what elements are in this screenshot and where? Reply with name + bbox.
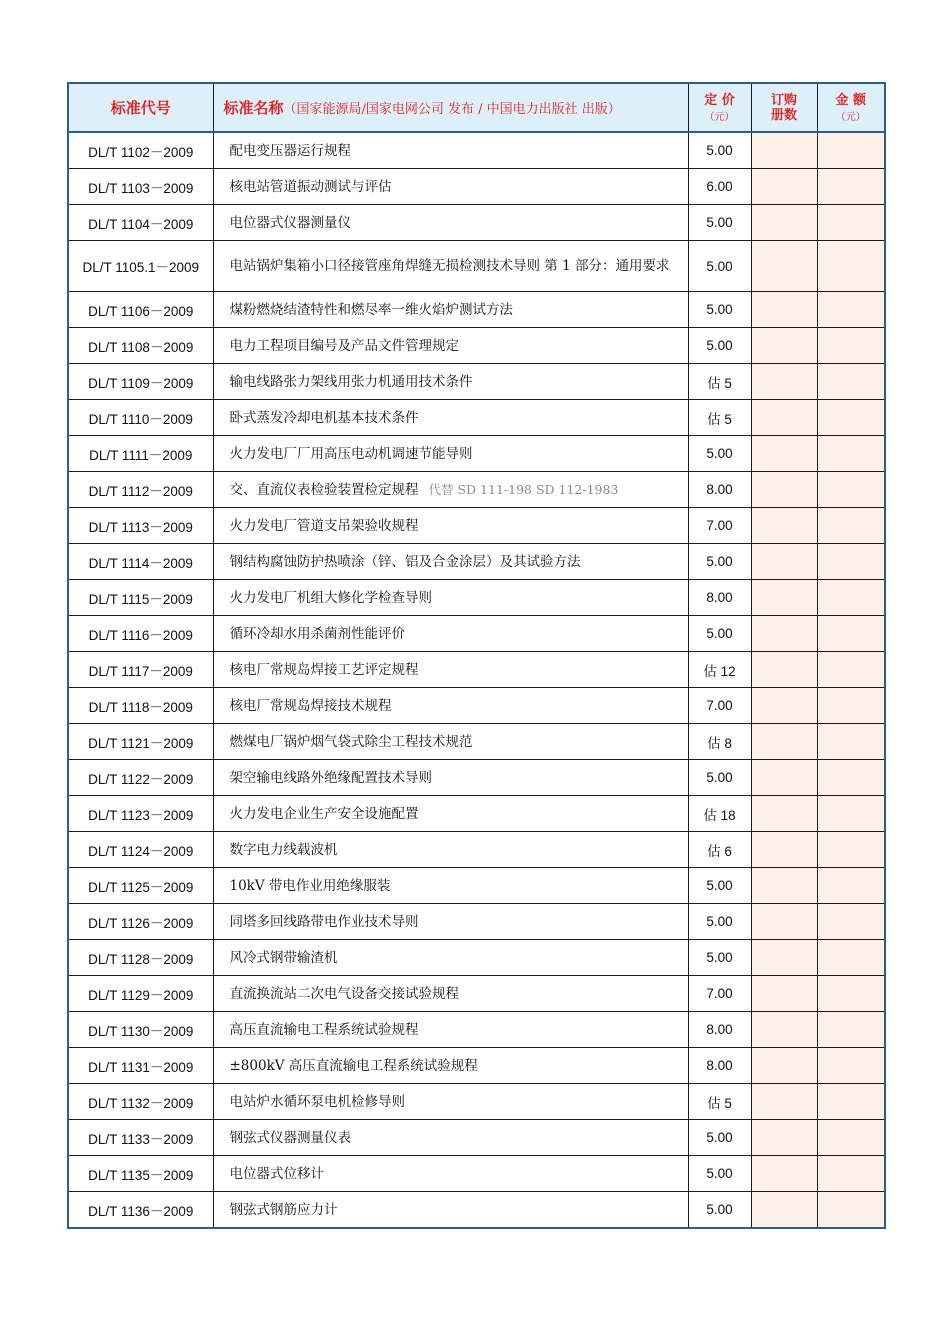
- standard-name: [213, 688, 688, 724]
- price: 估 5: [688, 400, 751, 436]
- price: 5.00: [688, 132, 751, 169]
- standard-name: [213, 1156, 688, 1192]
- quantity-input-cell[interactable]: [751, 1120, 817, 1156]
- standard-code: DL/T 1105.1－2009: [68, 241, 213, 292]
- standard-code: DL/T 1109－2009: [68, 364, 213, 400]
- amount-input-cell[interactable]: [817, 436, 885, 472]
- standard-name-text: 火力发电企业生产安全设施配置: [229, 805, 419, 822]
- standard-name: [213, 400, 688, 436]
- standard-code: DL/T 1123－2009: [68, 796, 213, 832]
- amount-input-cell[interactable]: [817, 132, 885, 169]
- price: 8.00: [688, 472, 751, 508]
- standard-code: DL/T 1117－2009: [68, 652, 213, 688]
- amount-input-cell[interactable]: [817, 328, 885, 364]
- amount-input-cell[interactable]: [817, 616, 885, 652]
- price: 8.00: [688, 1048, 751, 1084]
- amount-input-cell[interactable]: [817, 976, 885, 1012]
- amount-input-cell[interactable]: [817, 868, 885, 904]
- amount-input-cell[interactable]: [817, 1120, 885, 1156]
- standard-name: [213, 1048, 688, 1084]
- amount-input-cell[interactable]: [817, 724, 885, 760]
- price: 估 6: [688, 832, 751, 868]
- standard-name-text: 火力发电厂机组大修化学检查导则: [229, 589, 432, 606]
- header-name-label: 标准名称: [223, 99, 284, 117]
- quantity-input-cell[interactable]: [751, 328, 817, 364]
- table-row: [68, 1156, 885, 1192]
- table-row: [68, 940, 885, 976]
- table-row: [68, 724, 885, 760]
- quantity-input-cell[interactable]: [751, 580, 817, 616]
- standard-name-text: 高压直流输电工程系统试验规程: [229, 1021, 419, 1038]
- table-row: [68, 400, 885, 436]
- price: 7.00: [688, 976, 751, 1012]
- standard-code: DL/T 1133－2009: [68, 1120, 213, 1156]
- standard-name: [213, 724, 688, 760]
- standard-name-text: 交、直流仪表检验装置检定规程: [229, 481, 419, 498]
- table-row: [68, 688, 885, 724]
- standard-code: DL/T 1110－2009: [68, 400, 213, 436]
- price: 5.00: [688, 328, 751, 364]
- table-row: [68, 132, 885, 169]
- price: 估 12: [688, 652, 751, 688]
- standard-name-text: 煤粉燃烧结渣特性和燃尽率一维火焰炉测试方法: [229, 301, 513, 318]
- standard-name-text: 核电厂常规岛焊接工艺评定规程: [229, 661, 419, 678]
- quantity-input-cell[interactable]: [751, 1048, 817, 1084]
- standard-code: DL/T 1132－2009: [68, 1084, 213, 1120]
- standard-code: DL/T 1122－2009: [68, 760, 213, 796]
- standard-name: [213, 1084, 688, 1120]
- header-quantity-line1: 订购: [770, 92, 797, 108]
- standard-name-text: ±800kV 高压直流输电工程系统试验规程: [229, 1057, 478, 1074]
- quantity-input-cell[interactable]: [751, 1192, 817, 1229]
- standard-code: DL/T 1111－2009: [68, 436, 213, 472]
- standard-name: [213, 241, 688, 292]
- table-row: [68, 904, 885, 940]
- table-row: [68, 1012, 885, 1048]
- table-row: [68, 544, 885, 580]
- price: 8.00: [688, 1012, 751, 1048]
- standard-name-text: 输电线路张力架线用张力机通用技术条件: [229, 373, 473, 390]
- table-row: [68, 292, 885, 328]
- amount-input-cell[interactable]: [817, 400, 885, 436]
- standard-name: [213, 364, 688, 400]
- quantity-input-cell[interactable]: [751, 940, 817, 976]
- standard-code: DL/T 1102－2009: [68, 132, 213, 169]
- amount-input-cell[interactable]: [817, 760, 885, 796]
- standard-name-text: 核电站管道振动测试与评估: [229, 178, 392, 195]
- standard-name: [213, 205, 688, 241]
- amount-input-cell[interactable]: [817, 544, 885, 580]
- price: 8.00: [688, 580, 751, 616]
- quantity-input-cell[interactable]: [751, 616, 817, 652]
- standard-name-text: 钢结构腐蚀防护热喷涂（锌、铝及合金涂层）及其试验方法: [229, 553, 581, 570]
- standard-code: DL/T 1118－2009: [68, 688, 213, 724]
- standard-name: [213, 292, 688, 328]
- header-publisher: （国家能源局/国家电网公司 发布 / 中国电力出版社 出版）: [283, 102, 621, 117]
- amount-input-cell[interactable]: [817, 832, 885, 868]
- standard-code: DL/T 1124－2009: [68, 832, 213, 868]
- quantity-input-cell[interactable]: [751, 832, 817, 868]
- quantity-input-cell[interactable]: [751, 796, 817, 832]
- quantity-input-cell[interactable]: [751, 868, 817, 904]
- standard-name-text: 数字电力线载波机: [229, 841, 338, 858]
- header-amount-unit: （元）: [835, 111, 866, 123]
- price: 估 8: [688, 724, 751, 760]
- quantity-input-cell[interactable]: [751, 205, 817, 241]
- quantity-input-cell[interactable]: [751, 760, 817, 796]
- quantity-input-cell[interactable]: [751, 364, 817, 400]
- amount-input-cell[interactable]: [817, 364, 885, 400]
- price: 5.00: [688, 868, 751, 904]
- header-name: [213, 83, 688, 132]
- standard-name-text: 风冷式钢带输渣机: [229, 949, 338, 966]
- header-row: [68, 83, 885, 132]
- table-row: [68, 364, 885, 400]
- quantity-input-cell[interactable]: [751, 1012, 817, 1048]
- standard-code: DL/T 1129－2009: [68, 976, 213, 1012]
- standard-name-text: 配电变压器运行规程: [229, 142, 351, 159]
- header-amount: [817, 83, 885, 132]
- standard-name: [213, 976, 688, 1012]
- table-row: [68, 1192, 885, 1229]
- standard-name-text: 电力工程项目编号及产品文件管理规定: [229, 337, 459, 354]
- quantity-input-cell[interactable]: [751, 472, 817, 508]
- standard-name: [213, 544, 688, 580]
- standard-code: DL/T 1128－2009: [68, 940, 213, 976]
- table-row: [68, 1120, 885, 1156]
- amount-input-cell[interactable]: [817, 1012, 885, 1048]
- amount-input-cell[interactable]: [817, 508, 885, 544]
- standard-name-text: 钢弦式钢筋应力计: [229, 1201, 338, 1218]
- standard-code: DL/T 1113－2009: [68, 508, 213, 544]
- standard-name: [213, 868, 688, 904]
- table-row: [68, 436, 885, 472]
- quantity-input-cell[interactable]: [751, 400, 817, 436]
- amount-input-cell[interactable]: [817, 904, 885, 940]
- price: 估 18: [688, 796, 751, 832]
- standard-name-text: 同塔多回线路带电作业技术导则: [229, 913, 419, 930]
- amount-input-cell[interactable]: [817, 292, 885, 328]
- header-quantity-line2: 册数: [770, 107, 797, 123]
- price: 5.00: [688, 760, 751, 796]
- standard-name-text: 直流换流站二次电气设备交接试验规程: [229, 985, 459, 1002]
- price: 估 5: [688, 364, 751, 400]
- table-row: [68, 508, 885, 544]
- amount-input-cell[interactable]: [817, 169, 885, 205]
- standard-code: DL/T 1114－2009: [68, 544, 213, 580]
- table-row: [68, 241, 885, 292]
- price: 5.00: [688, 904, 751, 940]
- quantity-input-cell[interactable]: [751, 508, 817, 544]
- table-row: [68, 580, 885, 616]
- standard-name: [213, 472, 688, 508]
- standard-code: DL/T 1116－2009: [68, 616, 213, 652]
- standard-code: DL/T 1125－2009: [68, 868, 213, 904]
- amount-input-cell[interactable]: [817, 472, 885, 508]
- standards-order-table: [67, 82, 886, 1229]
- standard-code: DL/T 1104－2009: [68, 205, 213, 241]
- amount-input-cell[interactable]: [817, 1156, 885, 1192]
- price: 5.00: [688, 940, 751, 976]
- quantity-input-cell[interactable]: [751, 132, 817, 169]
- standard-name: [213, 328, 688, 364]
- standard-name-text: 电站锅炉集箱小口径接管座角焊缝无损检测技术导则 第 1 部分：通用要求: [229, 258, 670, 274]
- amount-input-cell[interactable]: [817, 688, 885, 724]
- amount-input-cell[interactable]: [817, 580, 885, 616]
- table-row: [68, 616, 885, 652]
- price: 5.00: [688, 1120, 751, 1156]
- standard-name: [213, 1192, 688, 1229]
- standard-name: [213, 1120, 688, 1156]
- standard-name: [213, 616, 688, 652]
- table-row: [68, 796, 885, 832]
- table-row: [68, 760, 885, 796]
- standard-name: [213, 796, 688, 832]
- standard-name: [213, 508, 688, 544]
- quantity-input-cell[interactable]: [751, 904, 817, 940]
- standard-name-text: 电站炉水循环泵电机检修导则: [229, 1093, 405, 1110]
- amount-input-cell[interactable]: [817, 1084, 885, 1120]
- amount-input-cell[interactable]: [817, 241, 885, 292]
- amount-input-cell[interactable]: [817, 1192, 885, 1229]
- price: 估 5: [688, 1084, 751, 1120]
- standard-code: DL/T 1121－2009: [68, 724, 213, 760]
- standard-name-text: 电位器式仪器测量仪: [229, 214, 351, 231]
- standard-name-text: 燃煤电厂锅炉烟气袋式除尘工程技术规范: [229, 733, 473, 750]
- standard-name-text: 电位器式位移计: [229, 1165, 324, 1182]
- price: 5.00: [688, 616, 751, 652]
- price: 5.00: [688, 1192, 751, 1229]
- table-row: [68, 652, 885, 688]
- quantity-input-cell[interactable]: [751, 169, 817, 205]
- standard-name-text: 卧式蒸发冷却电机基本技术条件: [229, 409, 419, 426]
- standard-name: [213, 132, 688, 169]
- price: 5.00: [688, 544, 751, 580]
- standard-name: [213, 1012, 688, 1048]
- standard-code: DL/T 1136－2009: [68, 1192, 213, 1229]
- price: 5.00: [688, 241, 751, 292]
- table-row: [68, 976, 885, 1012]
- header-amount-label: 金 额: [835, 92, 867, 108]
- standard-code: DL/T 1131－2009: [68, 1048, 213, 1084]
- table-row: [68, 328, 885, 364]
- quantity-input-cell[interactable]: [751, 688, 817, 724]
- quantity-input-cell[interactable]: [751, 544, 817, 580]
- table-row: [68, 832, 885, 868]
- standard-name-text: 架空输电线路外绝缘配置技术导则: [229, 769, 432, 786]
- standard-name: [213, 940, 688, 976]
- standard-name-text: 火力发电厂厂用高压电动机调速节能导则: [229, 445, 473, 462]
- standard-code: DL/T 1130－2009: [68, 1012, 213, 1048]
- header-price: [688, 83, 751, 132]
- amount-input-cell[interactable]: [817, 940, 885, 976]
- standard-code: DL/T 1108－2009: [68, 328, 213, 364]
- quantity-input-cell[interactable]: [751, 652, 817, 688]
- standard-code: DL/T 1103－2009: [68, 169, 213, 205]
- price: 7.00: [688, 688, 751, 724]
- replacement-note: 代替 SD 111-198 SD 112-1983: [428, 481, 619, 497]
- standard-name: [213, 904, 688, 940]
- table-row: [68, 868, 885, 904]
- header-price-unit: （元）: [704, 111, 735, 123]
- table-row: [68, 1084, 885, 1120]
- standard-name-text: 核电厂常规岛焊接技术规程: [229, 697, 392, 714]
- table-row: [68, 472, 885, 508]
- standard-name: [213, 652, 688, 688]
- quantity-input-cell[interactable]: [751, 976, 817, 1012]
- standard-name-text: 循环冷却水用杀菌剂性能评价: [229, 625, 405, 642]
- standard-name-text: 火力发电厂管道支吊架验收规程: [229, 517, 419, 534]
- standard-name: [213, 580, 688, 616]
- standard-name: [213, 169, 688, 205]
- quantity-input-cell[interactable]: [751, 724, 817, 760]
- standard-code: DL/T 1135－2009: [68, 1156, 213, 1192]
- standard-name: [213, 832, 688, 868]
- table-row: [68, 205, 885, 241]
- amount-input-cell[interactable]: [817, 205, 885, 241]
- quantity-input-cell[interactable]: [751, 1156, 817, 1192]
- table-row: [68, 1048, 885, 1084]
- standard-name: [213, 760, 688, 796]
- price: 6.00: [688, 169, 751, 205]
- standard-name-text: 钢弦式仪器测量仪表: [229, 1129, 351, 1146]
- standard-name-text: 10kV 带电作业用绝缘服装: [229, 877, 391, 894]
- amount-input-cell[interactable]: [817, 1048, 885, 1084]
- standard-code: DL/T 1126－2009: [68, 904, 213, 940]
- header-price-label: 定 价: [704, 92, 735, 108]
- quantity-input-cell[interactable]: [751, 1084, 817, 1120]
- quantity-input-cell[interactable]: [751, 436, 817, 472]
- price: 5.00: [688, 292, 751, 328]
- standard-code: DL/T 1112－2009: [68, 472, 213, 508]
- amount-input-cell[interactable]: [817, 796, 885, 832]
- quantity-input-cell[interactable]: [751, 292, 817, 328]
- price: 5.00: [688, 205, 751, 241]
- header-quantity: [751, 83, 817, 132]
- price: 7.00: [688, 508, 751, 544]
- table-row: [68, 169, 885, 205]
- standard-code: DL/T 1106－2009: [68, 292, 213, 328]
- price: 5.00: [688, 1156, 751, 1192]
- standard-name: [213, 436, 688, 472]
- price: 5.00: [688, 436, 751, 472]
- quantity-input-cell[interactable]: [751, 241, 817, 292]
- standard-code: DL/T 1115－2009: [68, 580, 213, 616]
- amount-input-cell[interactable]: [817, 652, 885, 688]
- header-code: 标准代号: [68, 83, 213, 132]
